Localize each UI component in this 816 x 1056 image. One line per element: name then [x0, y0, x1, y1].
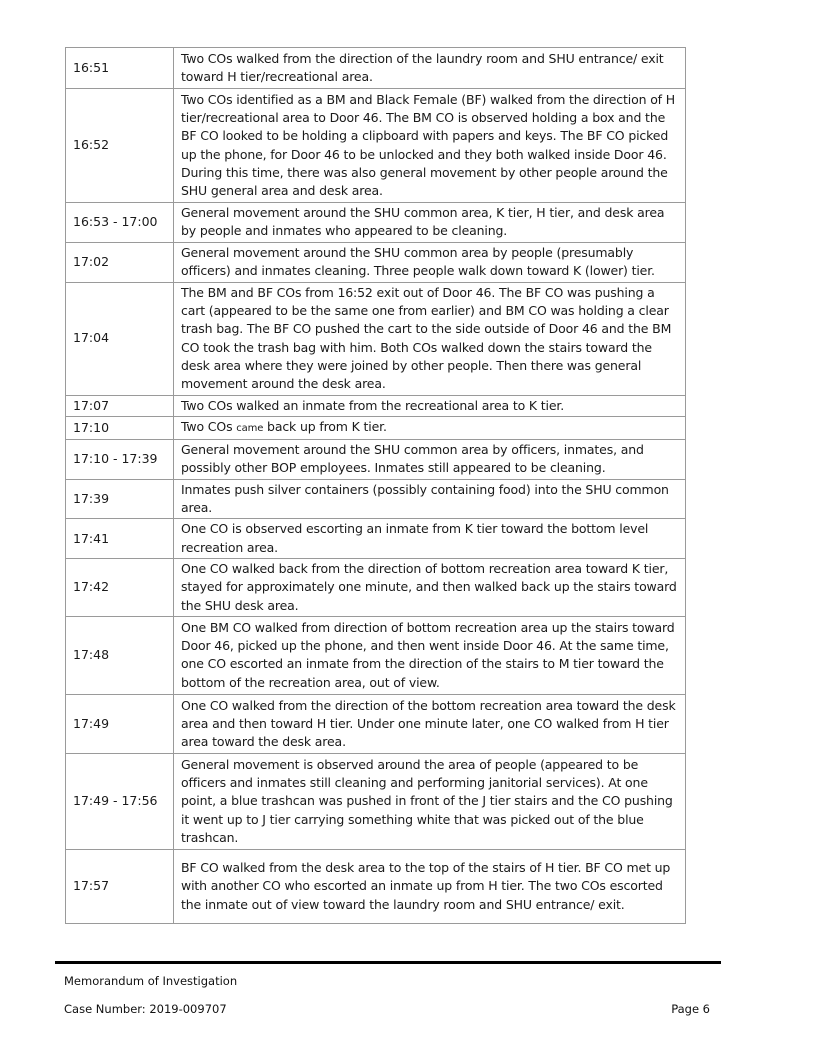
- table-row: [66, 616, 686, 694]
- footer-case-number: Case Number: 2019-009707: [64, 1002, 227, 1016]
- description-cell: One CO is observed escorting an inmate from K tier toward the bottom level recreation area.: [174, 519, 686, 559]
- description-cell: General movement around the SHU common area by officers, inmates, and possibly other BOP employees. Inmates still appeared to be cleaning.: [174, 440, 686, 480]
- description-cell: The BM and BF COs from 16:52 exit out of Door 46. The BF CO was pushing a cart (appeared to be the same one from earlier) and BM CO was holding a clear trash bag. The BF CO pushed the cart to the side outside of Door 46 and the BM CO took the trash bag with him. Both COs walked down the stairs toward the desk area where they were joined by other people. Then there was general movement around the desk area.: [174, 282, 686, 395]
- time-cell: 17:02: [66, 242, 174, 282]
- table-row: [66, 203, 686, 243]
- time-cell: 17:04: [66, 282, 174, 395]
- description-part: Two COs: [181, 418, 233, 434]
- time-cell: 17:10 - 17:39: [66, 440, 174, 480]
- table-row: [66, 479, 686, 519]
- table-row: [66, 395, 686, 416]
- table-row: [66, 48, 686, 89]
- footer-memo-title: Memorandum of Investigation: [64, 974, 238, 988]
- table-row: [66, 558, 686, 616]
- description-cell: Inmates push silver containers (possibly containing food) into the SHU common area.: [174, 479, 686, 519]
- time-cell: 17:49: [66, 694, 174, 753]
- time-cell: 17:10: [66, 416, 174, 439]
- description-cell: Two COs walked from the direction of the laundry room and SHU entrance/ exit toward H tier/recreational area.: [174, 48, 686, 89]
- description-cell: General movement is observed around the area of people (appeared to be officers and inmates still cleaning and performing janitorial services). At one point, a blue trashcan was pushed in front of the J tier stairs and the CO pushing it went up to J tier carrying something white that was picked out of the blue trashcan.: [174, 753, 686, 849]
- time-cell: 17:48: [66, 616, 174, 694]
- description-cell: One CO walked back from the direction of bottom recreation area toward K tier, stayed for approximately one minute, and then walked back up the stairs toward the SHU desk area.: [174, 558, 686, 616]
- description-cell: Two COs walked an inmate from the recreational area to K tier.: [174, 395, 686, 416]
- description-cell: General movement around the SHU common area by people (presumably officers) and inmates cleaning. Three people walk down toward K (lower) tier.: [174, 242, 686, 282]
- description-cell: Two COs identified as a BM and Black Female (BF) walked from the direction of H tier/recreational area to Door 46. The BM CO is observed holding a box and the BF CO looked to be holding a clipboard with papers and keys. The BF CO picked up the phone, for Door 46 to be unlocked and they both walked inside Door 46. During this time, there was also general movement by other people around the SHU general area and desk area.: [174, 89, 686, 203]
- time-cell: 17:41: [66, 519, 174, 559]
- table-row: [66, 282, 686, 395]
- description-part-small: came: [236, 422, 264, 434]
- table-row: [66, 242, 686, 282]
- time-cell: 16:52: [66, 89, 174, 203]
- table-row: [66, 89, 686, 203]
- time-cell: 17:57: [66, 849, 174, 923]
- description-cell: General movement around the SHU common area, K tier, H tier, and desk area by people and inmates who appeared to be cleaning.: [174, 203, 686, 243]
- time-cell: 17:07: [66, 395, 174, 416]
- description-cell: BF CO walked from the desk area to the top of the stairs of H tier. BF CO met up with another CO who escorted an inmate up from H tier. The two COs escorted the inmate out of view toward the laundry room and SHU entrance/ exit.: [174, 849, 686, 923]
- description-cell: [174, 416, 686, 439]
- time-cell: 17:42: [66, 558, 174, 616]
- table-row: [66, 519, 686, 559]
- time-cell: 16:53 - 17:00: [66, 203, 174, 243]
- description-cell: One CO walked from the direction of the bottom recreation area toward the desk area and then toward H tier. Under one minute later, one CO walked from H tier area toward the desk area.: [174, 694, 686, 753]
- table-row: [66, 440, 686, 480]
- time-cell: 17:49 - 17:56: [66, 753, 174, 849]
- time-cell: 16:51: [66, 48, 174, 89]
- description-part: back up from K tier.: [267, 418, 387, 434]
- time-cell: 17:39: [66, 479, 174, 519]
- description-cell: One BM CO walked from direction of bottom recreation area up the stairs toward Door 46, picked up the phone, and then went inside Door 46. At the same time, one CO escorted an inmate from the direction of the stairs to M tier toward the bottom of the recreation area, out of view.: [174, 616, 686, 694]
- footer-page-number: Page 6: [671, 1002, 710, 1016]
- table-row: [66, 849, 686, 923]
- table-row: [66, 416, 686, 439]
- footer-divider: [55, 961, 721, 964]
- event-log-table: [65, 47, 686, 924]
- table-row: [66, 694, 686, 753]
- table-row: [66, 753, 686, 849]
